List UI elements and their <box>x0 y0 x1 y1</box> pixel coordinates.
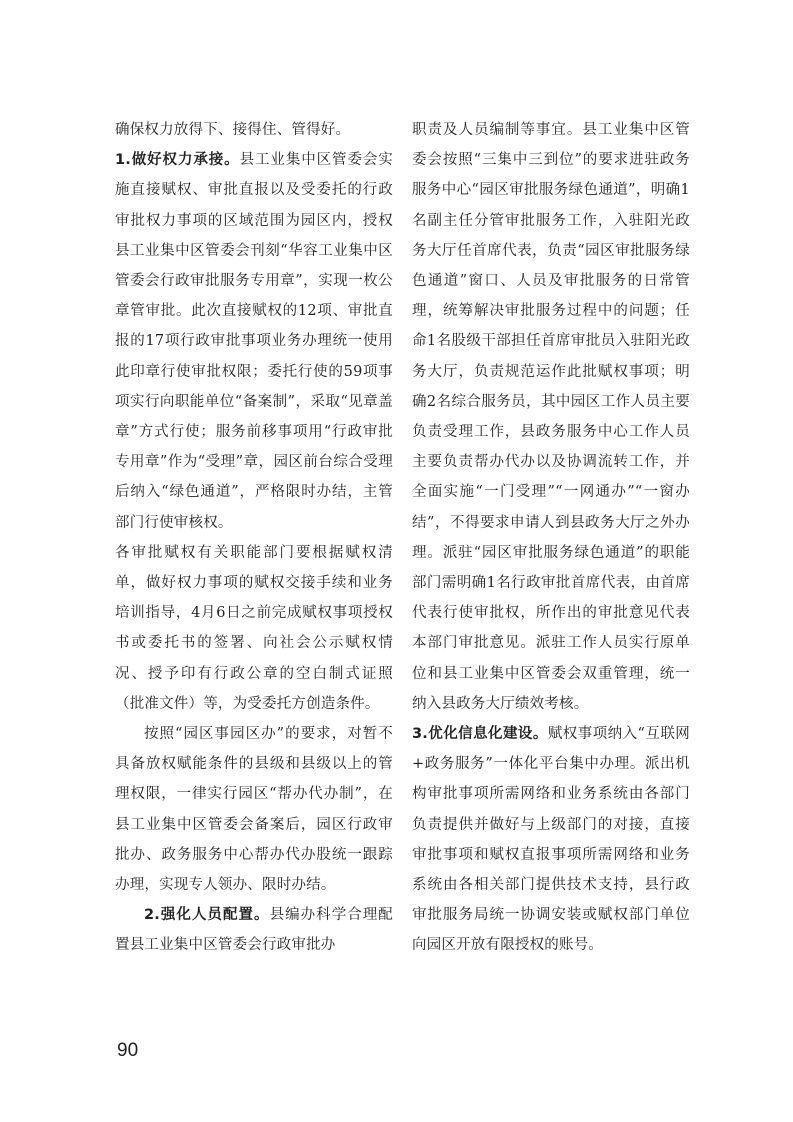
paragraph <box>412 719 690 961</box>
paragraph-body: 县编办科学合理配置县工业集中区管委会行政审批办 <box>115 907 393 954</box>
paragraph <box>115 145 393 538</box>
paragraph: 各审批赋权有关职能部门要根据赋权清单，做好权力事项的赋权交接手续和业务培训指导，4月6日之前完成赋权事项授权书或委托书的签署、向社会公示赋权情况、授予印有行政公章的空白制式证照（批准文件）等，为受委托方创造条件。 <box>115 544 393 712</box>
paragraph: 确保权力放得下、接得住、管得好。 <box>115 122 351 138</box>
right-column <box>412 115 690 961</box>
page-number: 90 <box>117 1040 139 1061</box>
paragraph-body: 县工业集中区管委会实施直接赋权、审批直报以及受委托的行政审批权力事项的区域范围为园区内，授权县工业集中区管委会刊刻“华容工业集中区管委会行政审批服务专用章”，实现一枚公章管审批。此次直接赋权的12项、审批直报的17项行政审批事项业务办理统一使用此印章行使审批权限；委托行使的59项事项实行向职能单位“备案制”，采取“见章盖章”方式行使；服务前移事项用“行政审批专用章”作为“受理”章，园区前台综合受理后纳入“绿色通道”，严格限时办结，主管部门行使审核权。 <box>115 152 393 531</box>
paragraph-body: 赋权事项纳入“互联网+政务服务”一体化平台集中办理。派出机构审批事项所需网络和业务系统由各部门负责提供并做好与上级部门的对接，直接审批事项和赋权直报事项所需网络和业务系统由各相关部门提供技术支持，县行政审批服务局统一协调安装或赋权部门单位向园区开放有限授权的账号。 <box>412 726 690 954</box>
section-heading: 1.做好权力承接。 <box>115 152 240 169</box>
paragraph: 按照“园区事园区办”的要求，对暂不具备放权赋能条件的县级和县级以上的管理权限，一律实行园区“帮办代办制”，在县工业集中区管委会备案后，园区行政审批办、政务服务中心帮办代办股统一跟踪办理，实现专人领办、限时办结。 <box>115 726 393 894</box>
section-heading: 2.强化人员配置。 <box>144 907 270 924</box>
left-column <box>115 115 393 961</box>
paragraph: 职责及人员编制等事宜。县工业集中区管委会按照“三集中三到位”的要求进驻政务服务中心“园区审批服务绿色通道”，明确1名副主任分管审批服务工作，入驻阳光政务大厅任首席代表，负责“园区审批服务绿色通道”窗口、人员及审批服务的日常管理，统筹解决审批服务过程中的问题；任命1名股级干部担任首席审批员入驻阳光政务大厅，负责规范运作此批赋权事项；明确2名综合服务员，其中园区工作人员主要负责受理工作，县政务服务中心工作人员主要负责帮办代办以及协调流转工作，并全面实施“一门受理”“一网通办”“一窗办结”，不得要求申请人到县政务大厅之外办理。派驻“园区审批服务绿色通道”的职能部门需明确1名行政审批首席代表，由首席代表行使审批权，所作出的审批意见代表本部门审批意见。派驻工作人员实行原单位和县工业集中区管委会双重管理，统一纳入县政务大厅绩效考核。 <box>412 122 690 712</box>
section-heading: 3.优化信息化建设。 <box>412 726 548 743</box>
paragraph <box>115 900 393 960</box>
